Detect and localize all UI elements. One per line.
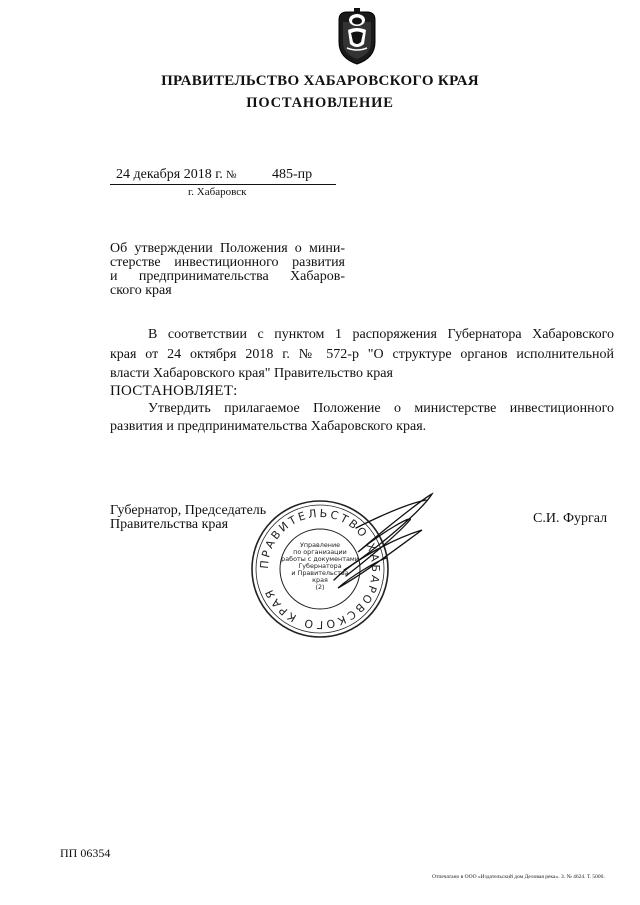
date-number-line <box>110 167 336 187</box>
seal-center-text: края <box>312 576 328 584</box>
coat-of-arms-icon <box>333 8 381 66</box>
government-title: ПРАВИТЕЛЬСТВО ХАБАРОВСКОГО КРАЯ <box>161 73 479 89</box>
subject-line: ского края <box>110 283 172 298</box>
seal-center-text: по организации <box>293 548 347 556</box>
seal-ring-text: ПРАВИТЕЛЬСТВО ХАБАРОВСКОГО КРАЯ <box>257 506 383 632</box>
seal-center-text: и Правительства <box>291 569 349 577</box>
subject-line: и предпринимательства Хабаров- <box>110 269 345 284</box>
seal-center-text: (2) <box>315 583 325 591</box>
subject-line: стерстве инвестиционного развития <box>110 255 345 270</box>
paragraph-text: Утвердить прилагаемое Положение о министерстве инвестиционного <box>148 401 614 416</box>
official-seal <box>226 488 440 648</box>
print-note: Отпечатано в ООО «Издательский дом Деловая река». З. № 4624. Т. 5000. <box>432 874 605 880</box>
seal-center-text: Управление <box>299 541 341 549</box>
seal-center-text: Губернатора <box>298 562 342 570</box>
paragraph-line: края от 24 октября 2018 г. № 572-р "О структуре органов исполнительной <box>110 347 614 362</box>
seal-center-text: работы с документами <box>281 555 359 563</box>
document-date: 24 декабря 2018 г. <box>116 167 223 182</box>
paragraph-line: власти Хабаровского края" Правительство края <box>110 366 393 381</box>
signatory-name: С.И. Фургал <box>533 511 608 526</box>
signatory-position: Правительства края <box>110 517 229 532</box>
subject-line: Об утверждении Положения о мини- <box>110 241 345 256</box>
number-label: № <box>226 169 237 181</box>
footer-code: ПП 06354 <box>60 846 111 860</box>
document-number: 485-пр <box>272 167 313 182</box>
document-type-title: ПОСТАНОВЛЕНИЕ <box>246 95 394 111</box>
date-underline <box>110 184 336 185</box>
paragraph-line: развития и предпринимательства Хабаровского края. <box>110 419 427 434</box>
city-label: г. Хабаровск <box>188 186 247 198</box>
paragraph-line <box>110 327 614 343</box>
decree-word: ПОСТАНОВЛЯЕТ: <box>110 383 238 399</box>
paragraph-line <box>110 401 614 417</box>
paragraph-text: В соответствии с пунктом 1 распоряжения Губернатора Хабаровского <box>148 327 614 342</box>
document-subject <box>110 242 345 298</box>
signatory-position: Губернатор, Председатель <box>110 503 267 518</box>
